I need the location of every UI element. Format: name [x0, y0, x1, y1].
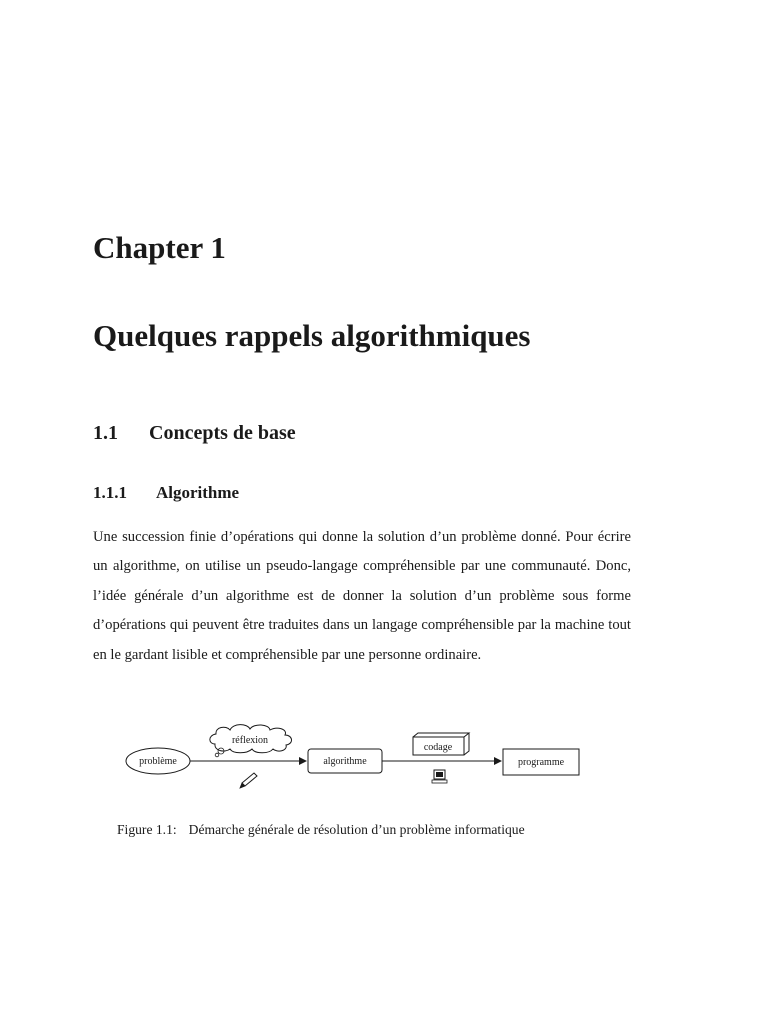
- flow-diagram: [120, 722, 590, 794]
- node-codage-label: codage: [423, 742, 453, 753]
- subsection-heading: [93, 483, 239, 503]
- node-programme: [503, 749, 579, 775]
- node-algorithme: [308, 749, 382, 773]
- subsection-number: 1.1.1: [93, 483, 127, 502]
- subsection-title: Algorithme: [156, 483, 240, 502]
- node-probleme-label: problème: [139, 756, 177, 767]
- section-title: Concepts de base: [149, 422, 296, 444]
- section-number: 1.1: [93, 422, 118, 444]
- node-codage: [413, 733, 469, 755]
- node-reflexion-cloud: [210, 725, 292, 757]
- node-probleme: [126, 748, 190, 774]
- figure-caption: [117, 822, 525, 838]
- figure-diagram: [120, 722, 590, 794]
- node-programme-label: programme: [517, 757, 565, 768]
- node-reflexion-label: réflexion: [231, 735, 269, 746]
- chapter-title: Quelques rappels algorithmiques: [93, 318, 531, 353]
- section-heading: [93, 422, 296, 445]
- figure-caption-label: Figure 1.1:: [117, 822, 177, 837]
- pencil-icon: [240, 773, 257, 788]
- chapter-label: Chapter 1: [93, 230, 226, 265]
- body-paragraph: Une succession finie d’opérations qui donne la solution d’un problème donné. Pour écrire un algorithme, on utilise un pseudo-langage compréhensible par une communauté. Donc, l’idée générale d’un algorithme est de donner la solution d’un problème sous forme d’opérations qui peuvent être traduites dans un langage compréhensible par la machine tout en le gardant lisible et compréhensible par une personne ordinaire.: [93, 529, 631, 663]
- figure-caption-text: Démarche générale de résolution d’un problème informatique: [188, 822, 525, 837]
- computer-icon: [432, 770, 447, 783]
- node-algorithme-label: algorithme: [323, 756, 367, 767]
